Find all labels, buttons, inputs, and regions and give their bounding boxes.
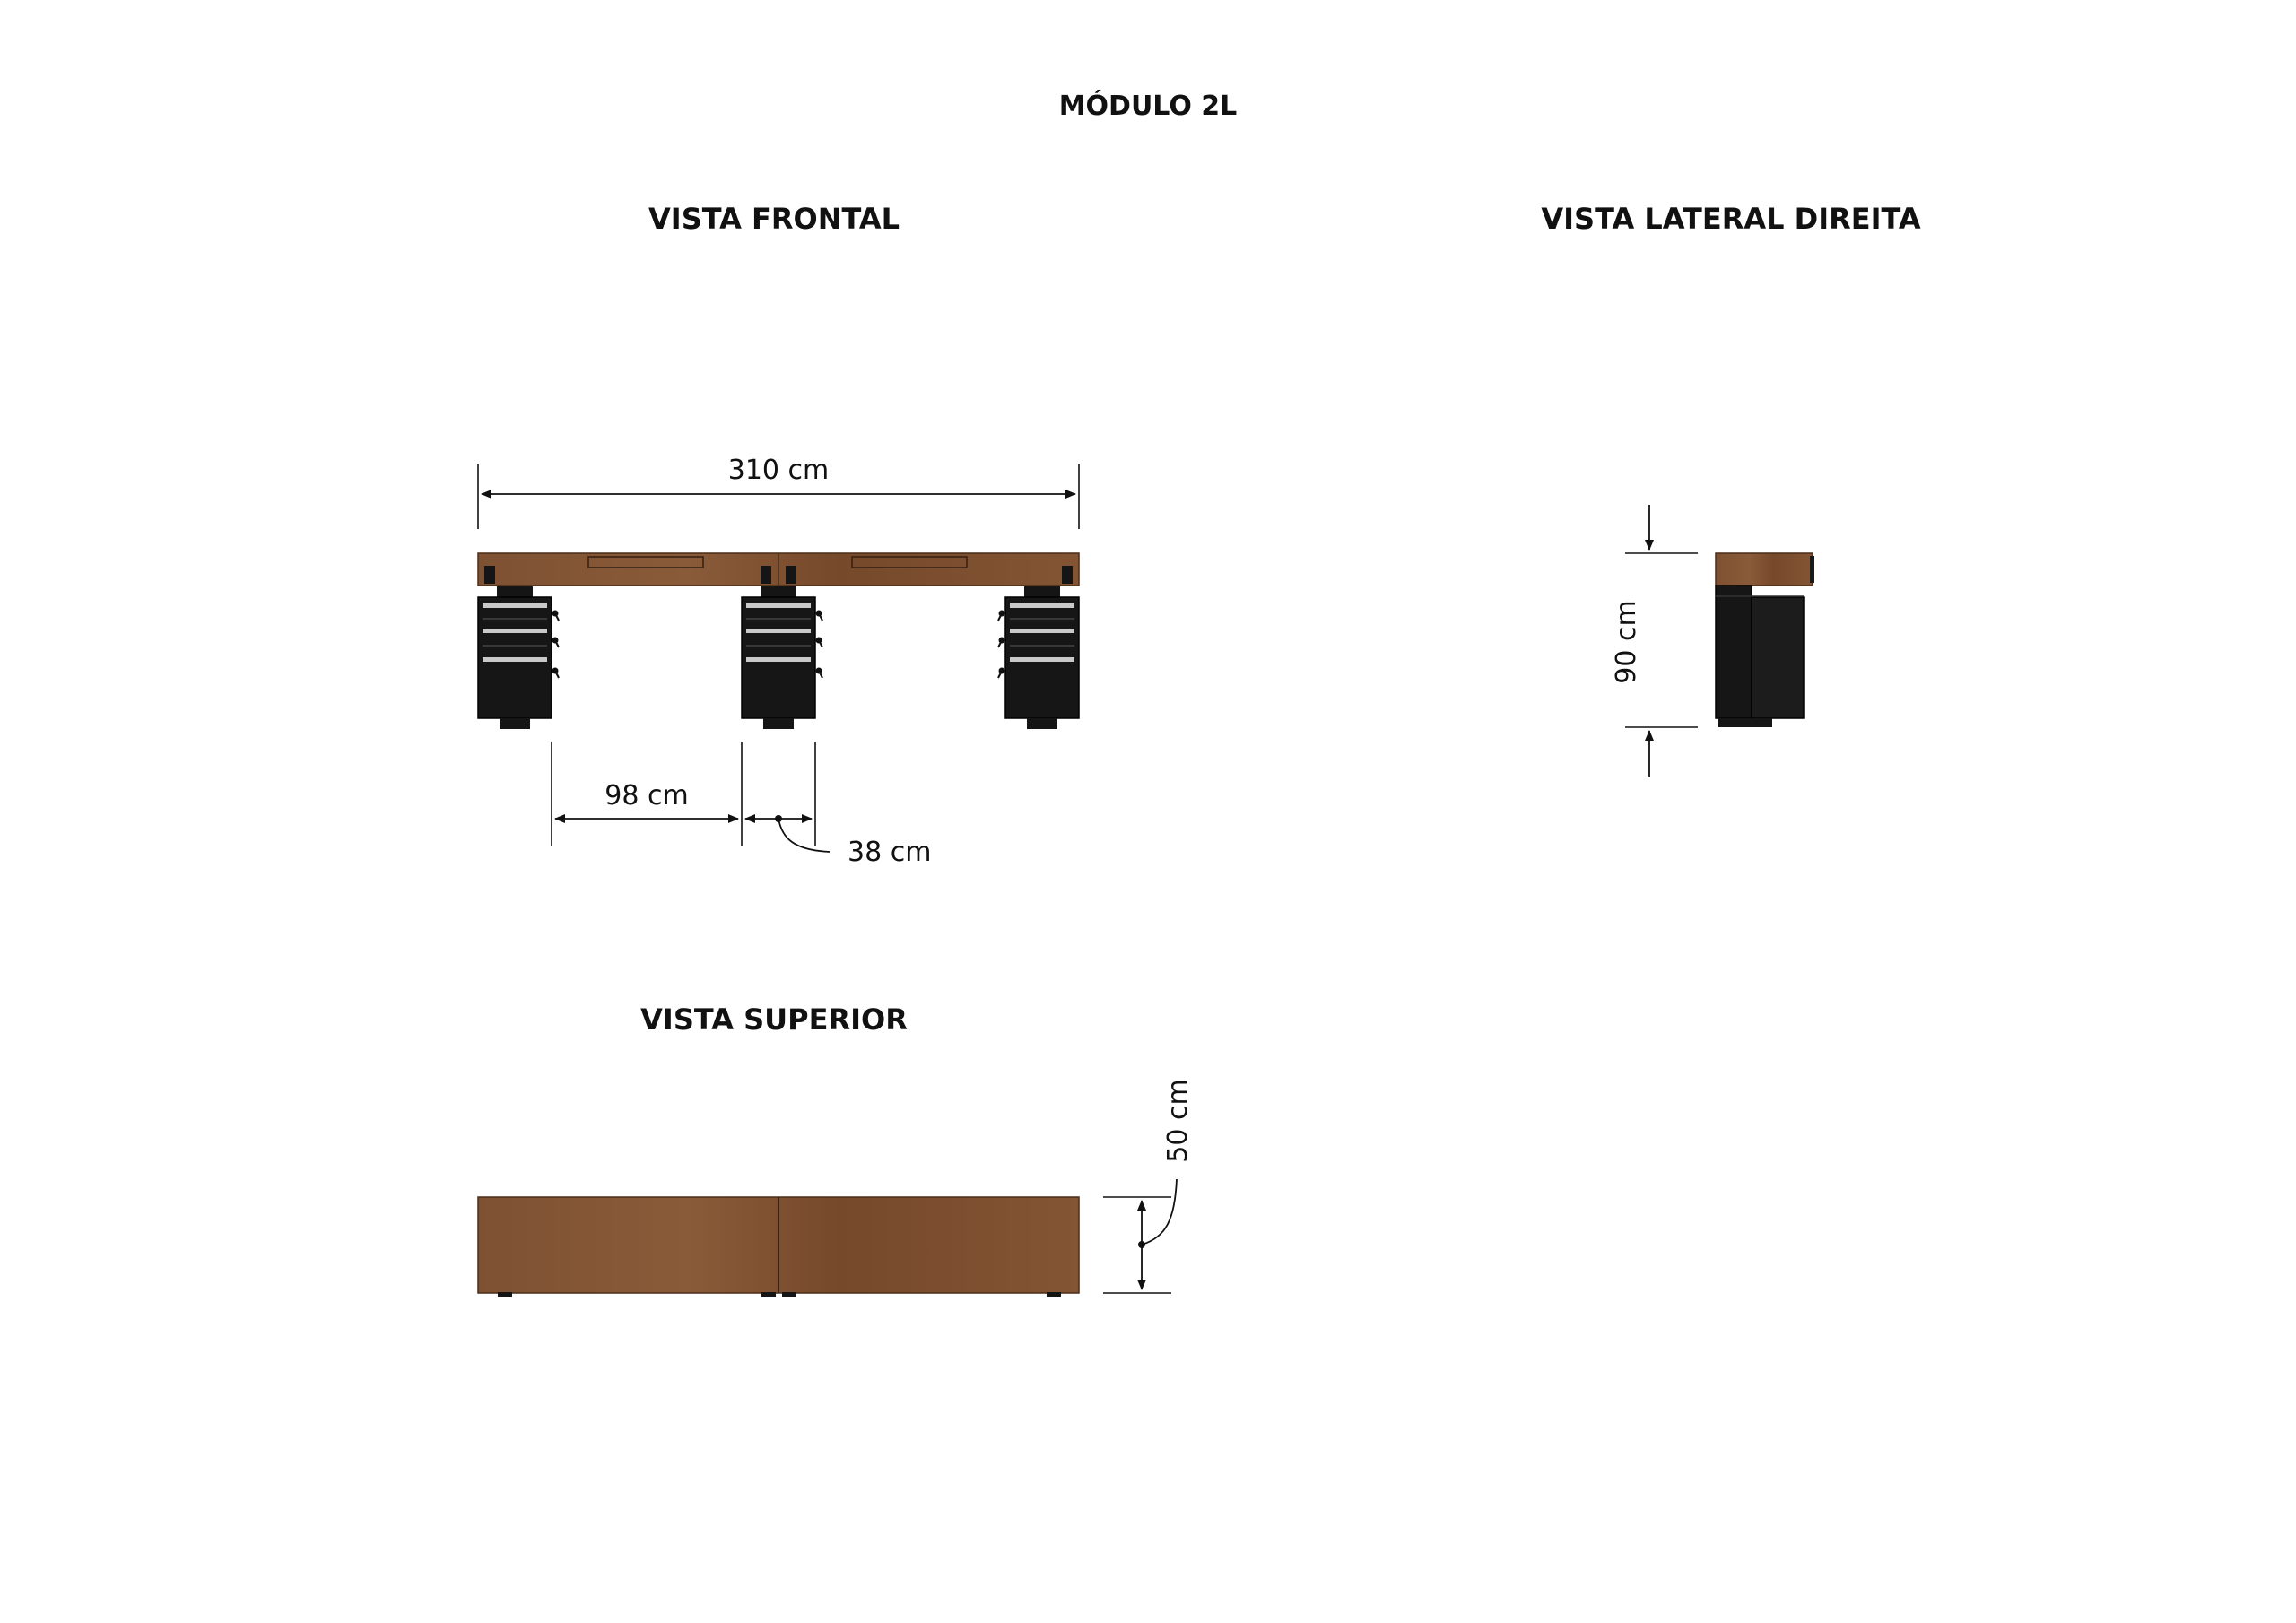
dimension-depth-label: 50 cm [1162,1079,1194,1163]
front-bracket-right [1062,566,1073,584]
dimension-gap-label: 98 cm [604,780,689,812]
dimension-pedestal [745,742,931,868]
dimension-pedestal-label: 38 cm [848,837,932,868]
dimension-depth [1103,1079,1194,1293]
front-pedestal-right [998,586,1079,729]
sheet-title: MÓDULO 2L [1058,91,1238,122]
top-view [478,1079,1194,1297]
front-view [478,455,1079,868]
dimension-total-width [478,455,1079,529]
dimension-total-width-label: 310 cm [727,455,830,486]
front-view-title: VISTA FRONTAL [648,202,900,236]
side-drawer-fronts [1752,597,1804,718]
front-pedestal-left [478,586,559,729]
top-view-title: VISTA SUPERIOR [640,1002,908,1037]
side-cabinet [1716,586,1752,718]
front-bracket-center-right [786,566,796,584]
dimension-height-label: 90 cm [1611,600,1642,684]
front-pedestal-center [742,586,822,729]
dimension-gap [552,742,742,846]
side-view-title: VISTA LATERAL DIREITA [1541,202,1921,236]
dimension-height [1611,505,1698,777]
side-view [1611,505,1814,777]
front-bracket-left [484,566,495,584]
side-desktop-top [1716,553,1813,586]
front-bracket-center-left [761,566,771,584]
